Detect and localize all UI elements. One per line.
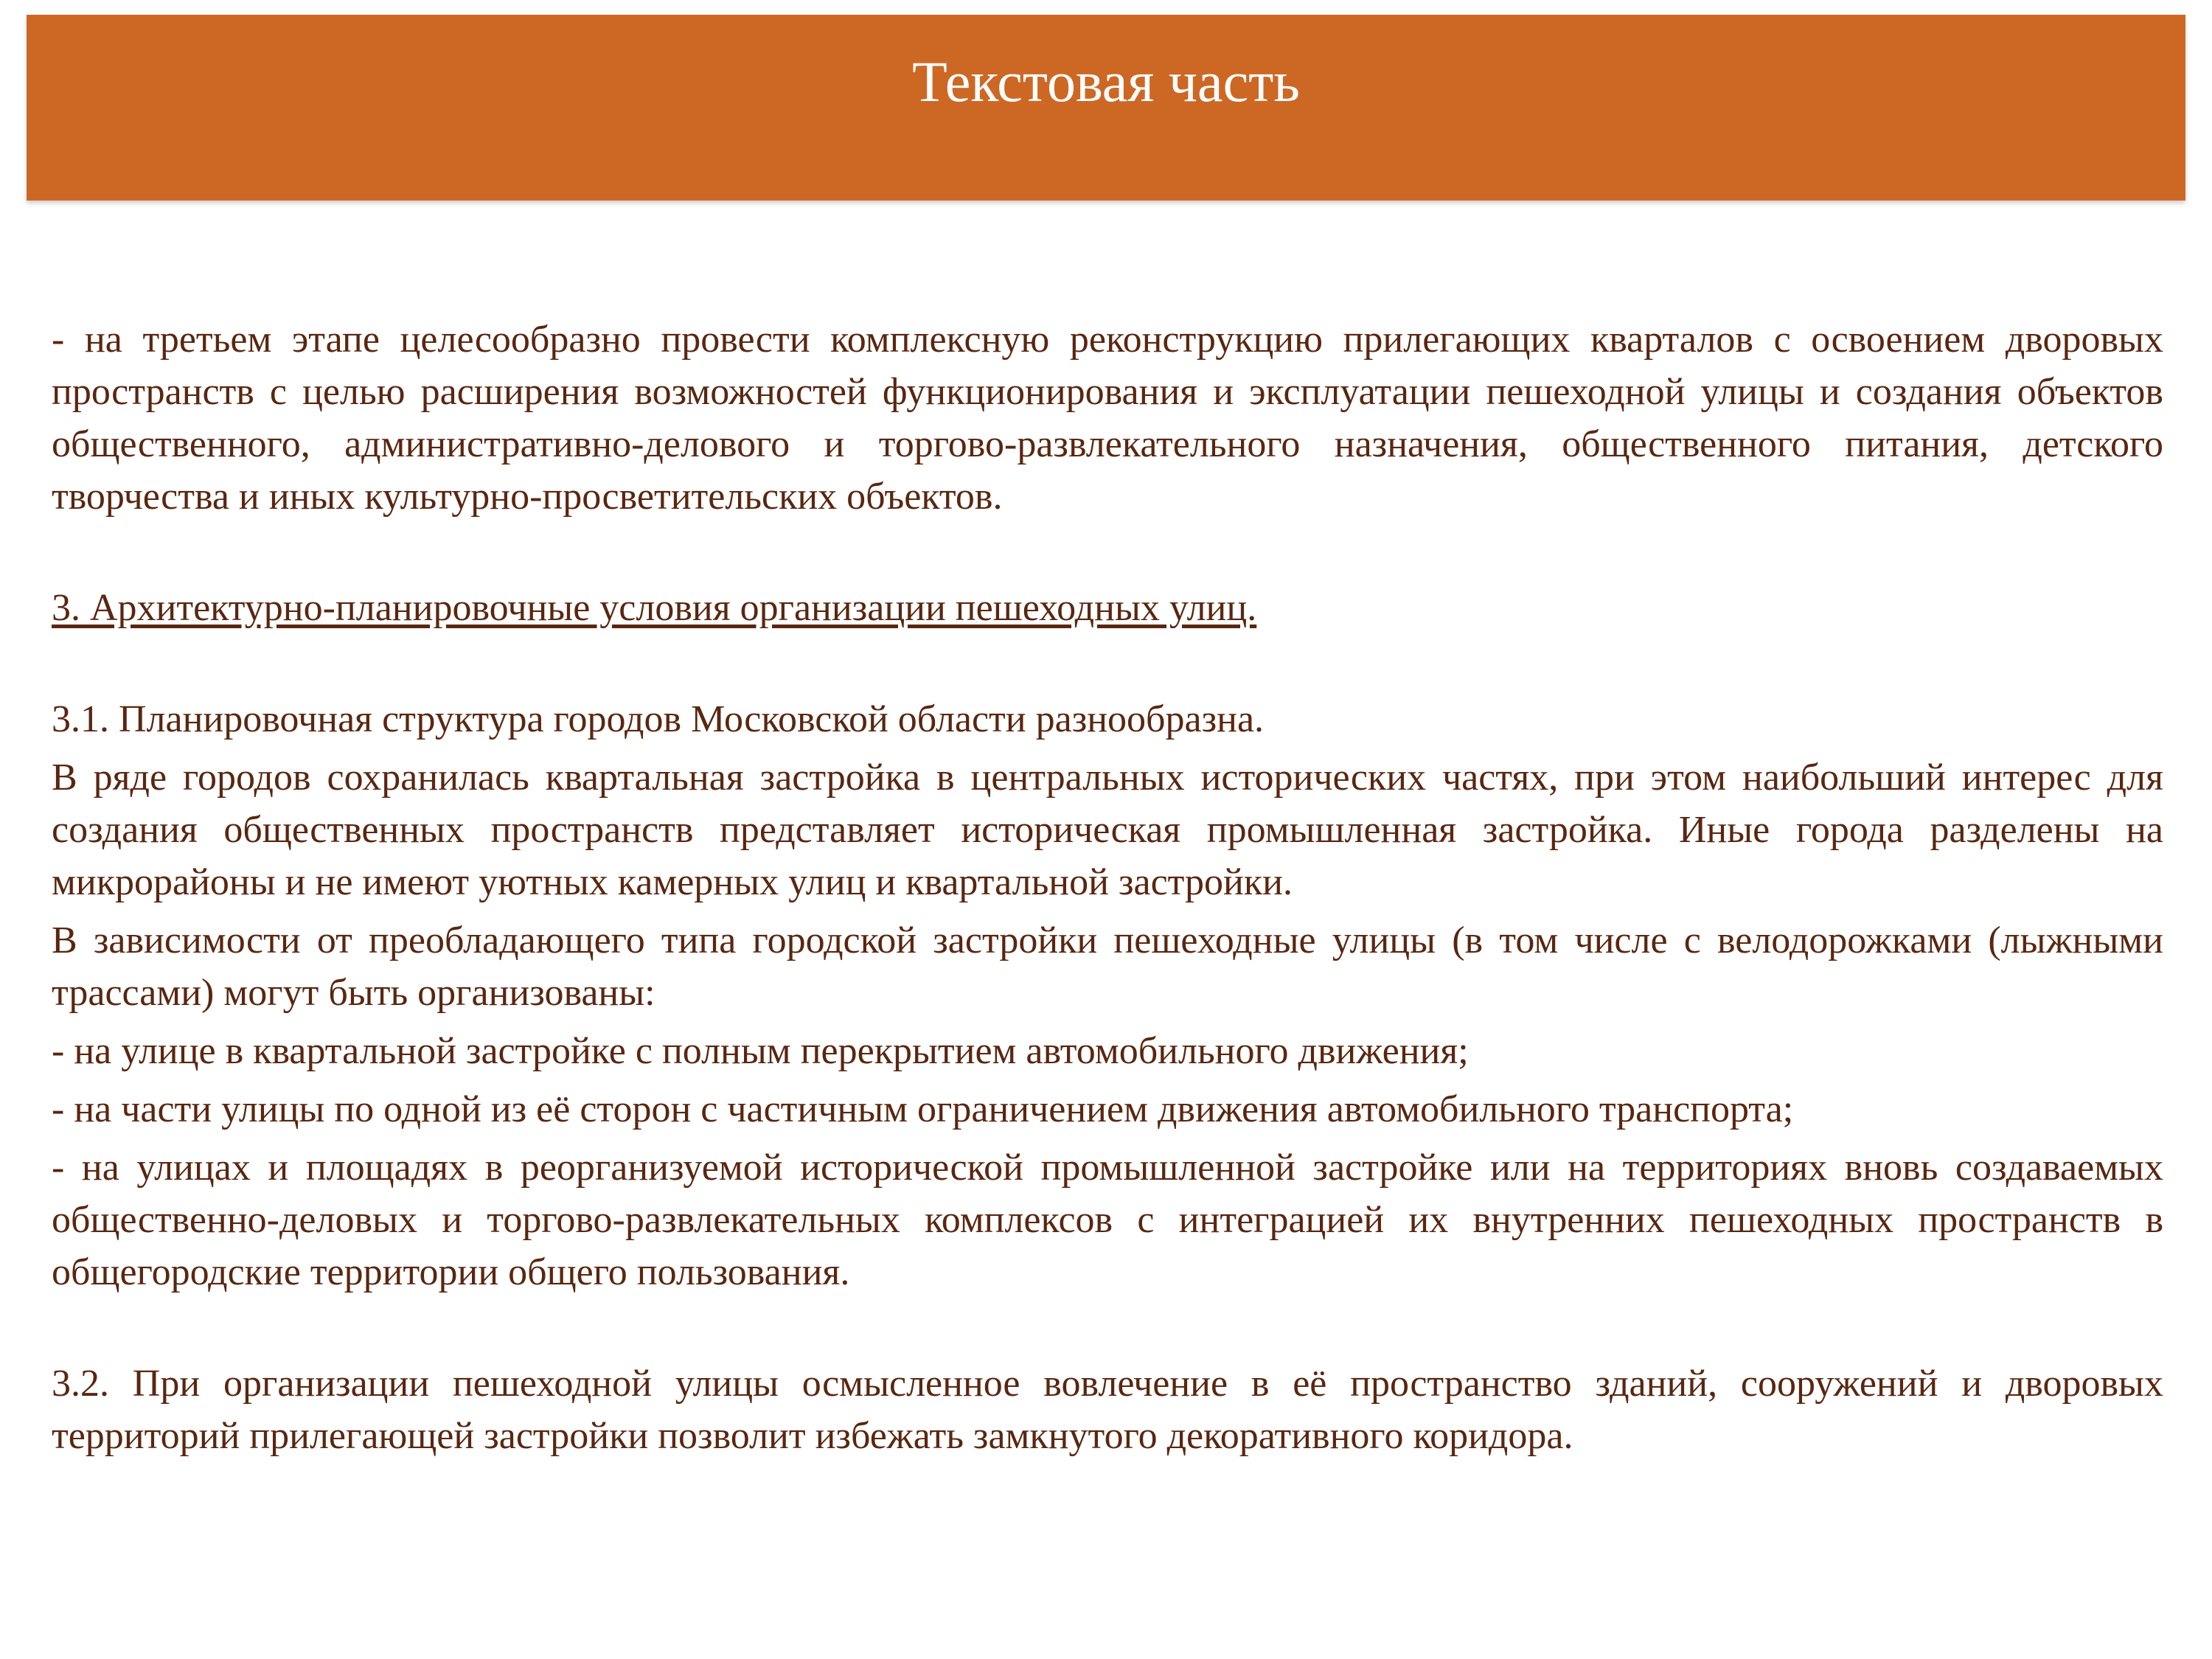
section-heading-3: 3. Архитектурно-планировочные условия организации пешеходных улиц. bbox=[52, 587, 1257, 629]
paragraph-3-2: 3.2. При организации пешеходной улицы осмысленное вовлечение в её пространство зданий, сооружений и дворовых территорий прилегающей застройки позволит избежать замкнутого декоративного коридора. bbox=[52, 1363, 2163, 1457]
paragraph-stage-three: - на третьем этапе целесообразно провести комплексную реконструкцию прилегающих кварталов с освоением дворовых пространств с целью расширения возможностей функционирования и эксплуатации пешеходной улицы и создания объектов общественного, административно-делового и торгово-развлекательного назначения, общественного питания, детского творчества и иных культурно-просветительских объектов. bbox=[52, 319, 2163, 518]
slide-body bbox=[52, 313, 2163, 1462]
slide-title: Текстовая часть bbox=[912, 49, 1300, 114]
paragraph-3-1: 3.1. Планировочная структура городов Московской области разнообразна. bbox=[52, 698, 1265, 740]
title-banner bbox=[27, 15, 2185, 201]
paragraph-3-1-types: В зависимости от преобладающего типа городской застройки пешеходные улицы (в том числе с велодорожками (лыжными трассами) могут быть организованы: bbox=[52, 919, 2163, 1014]
list-item-industrial-areas: - на улицах и площадях в реорганизуемой исторической промышленной застройке или на территориях вновь создаваемых общественно-деловых и торгово-развлекательных комплексов с интеграцией их внутренних пешеходных пространств в общегородские территории общего пользования. bbox=[52, 1147, 2163, 1293]
list-item-partial-restriction: - на части улицы по одной из её сторон с частичным ограничением движения автомобильного транспорта; bbox=[52, 1088, 1794, 1130]
list-item-full-closure: - на улице в квартальной застройке с полным перекрытием автомобильного движения; bbox=[52, 1030, 1469, 1072]
paragraph-3-1-historic: В ряде городов сохранилась квартальная застройка в центральных исторических частях, при этом наибольший интерес для создания общественных пространств представляет историческая промышленная застройка. Иные города разделены на микрорайоны и не имеют уютных камерных улиц и квартальной застройки. bbox=[52, 757, 2163, 903]
